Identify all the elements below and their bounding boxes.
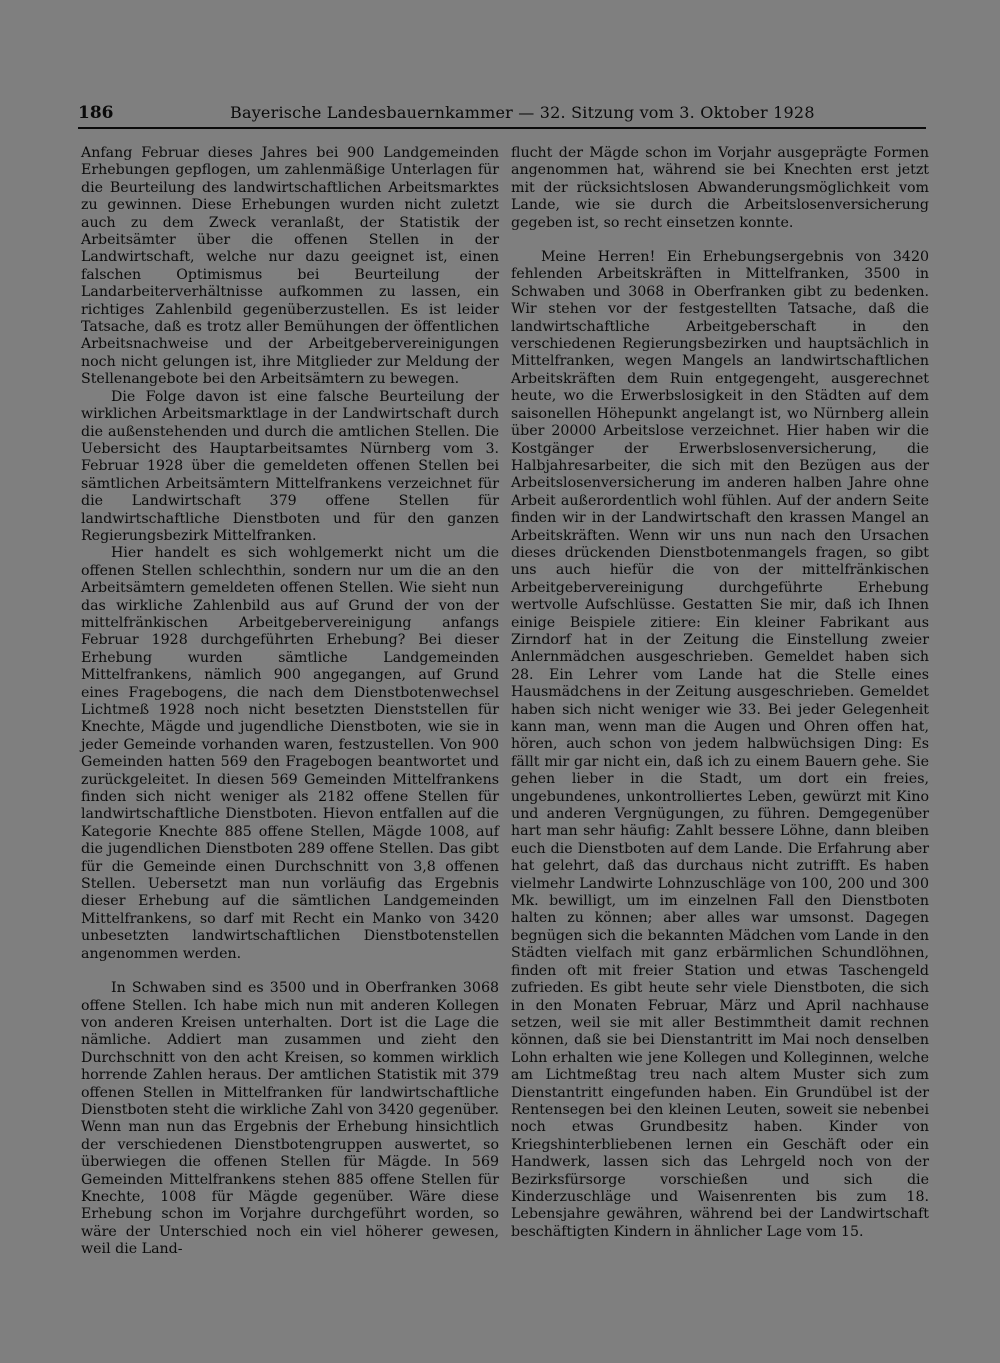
right-paragraph-1: flucht der Mägde schon im Vorjahr ausgeprägte Formen angenommen hat, während sie bei Knechten erst jetzt mit der rücksichtslosen Abwanderungsmöglichkeit vom Lande, wie sie durch die Arbeitslosenversicherung gegeben ist, so recht einsetzen konnte.	[511, 145, 929, 231]
left-paragraph-2: Die Folge davon ist eine falsche Beurteilung der wirklichen Arbeitsmarktlage in der Landwirtschaft durch die außenstehenden und durch die amtlichen Stellen. Die Uebersicht des Hauptarbeitsamtes Nürnberg vom 3. Februar 1928 über die gemeldeten offenen Stellen bei sämtlichen Arbeitsämtern Mittelfrankens verzeichnet für die Landwirtschaft 379 offene Stellen für landwirtschaftliche Dienstboten und für den ganzen Regierungsbezirk Mittelfranken.	[81, 388, 499, 544]
running-title: Bayerische Landesbauernkammer — 32. Sitzung vom 3. Oktober 1928	[230, 103, 815, 122]
page-number: 186	[78, 103, 114, 123]
left-paragraph-4: In Schwaben sind es 3500 und in Oberfranken 3068 offene Stellen. Ich habe mich nun mit anderen Kollegen von anderen Kreisen unterhalten. Dort ist die Lage die nämliche. Addiert man zusammen und zieht den Durchschnitt von den acht Kreisen, so kommen wirklich horrende Zahlen heraus. Der amtlichen Statistik mit 379 offenen Stellen in Mittelfranken für landwirtschaftliche Dienstboten steht die wirkliche Zahl von 3420 gegenüber. Wenn man nun das Ergebnis der Erhebung hinsichtlich der verschiedenen Dienstbotengruppen auswertet, so überwiegen die offenen Stellen für Mägde. In 569 Gemeinden Mittelfrankens stehen 885 offene Stellen für Knechte, 1008 für Mägde gegenüber. Wäre diese Erhebung schon im Vorjahre durchgeführt worden, so wäre der Unterschied noch ein viel höherer gewesen, weil die Land-	[81, 980, 499, 1258]
right-paragraph-2: Meine Herren! Ein Erhebungsergebnis von 3420 fehlenden Arbeitskräften in Mittelfranken, 3500 in Schwaben und 3068 in Oberfranken gibt zu bedenken. Wir stehen vor der festgestellten Tatsache, daß die landwirtschaftliche Arbeitgeberschaft in den verschiedenen Regierungsbezirken und hauptsächlich in Mittelfranken, wegen Mangels an landwirtschaftlichen Arbeitskräften dem Ruin entgegengeht, ausgerechnet heute, wo die Erwerbslosigkeit in den Städten auf dem saisonellen Höhepunkt angelangt ist, wo Nürnberg allein über 20000 Arbeitslose verzeichnet. Hier haben wir die Kostgänger der Erwerbslosenversicherung, die Halbjahresarbeiter, die sich mit den Bezügen aus der Arbeitslosenversicherung im anderen halben Jahre ohne Arbeit außerordentlich wohl fühlen. Auf der andern Seite finden wir in der Landwirtschaft den krassen Mangel an Arbeitskräften. Wenn wir uns nun nach den Ursachen dieses drückenden Dienstbotenmangels fragen, so gibt uns auch hiefür die von der mittelfränkischen Arbeitgebervereinigung durchgeführte Erhebung wertvolle Aufschlüsse. Gestatten Sie mir, daß ich Ihnen einige Beispiele zitiere: Ein kleiner Fabrikant aus Zirndorf hat in der Zeitung die Einstellung zweier Anlernmädchen ausgeschrieben. Gemeldet haben sich 28. Ein Lehrer vom Lande hat die Stelle eines Hausmädchens in der Zeitung ausgeschrieben. Gemeldet haben sich nicht weniger wie 33. Bei jeder Gelegenheit kann man, wenn man die Augen und Ohren offen hat, hören, auch schon von jedem halbwüchsigen Ding: Es fällt mir gar nicht ein, daß ich zu einem Bauern gehe. Sie gehen lieber in die Stadt, um dort ein freies, ungebundenes, unkontrolliertes Leben, gewürzt mit Kino und anderen Vergnügungen, zu führen. Demgegenüber hart man sehr häufig: Zahlt bessere Löhne, dann bleiben euch die Dienstboten auf dem Lande. Die Erfahrung aber hat gelehrt, daß das durchaus nicht zutrifft. Es haben vielmehr Landwirte Lohnzuschläge von 100, 200 und 300 Mk. bewilligt, um im einzelnen Fall den Dienstboten halten zu können; aber alles war umsonst. Dagegen begnügen sich die bekannten Mädchen vom Lande in den Städten vielfach mit ganz erbärmlichen Schundlöhnen, finden oft mit freier Station und etwas Taschengeld zufrieden. Es gibt heute sehr viele Dienstboten, die sich in den Monaten Februar, März und April nachhause setzen, weil sie mit aller Bestimmtheit damit rechnen können, daß sie bei Dienstantritt im Mai noch denselben Lohn erhalten wie jene Kollegen und Kolleginnen, welche am Lichtmeßtag treu nach altem Muster sich zum Dienstantritt eingefunden haben. Ein Grundübel ist der Rentensegen bei den kleinen Leuten, soweit sie nebenbei noch etwas Grundbesitz haben. Kinder von Kriegshinterbliebenen lernen ein Geschäft oder ein Handwerk, lassen sich das Lehrgeld noch von der Bezirksfürsorge vorschießen und sich die Kinderzuschläge und Waisenrenten bis zum 18. Lebensjahre gewähren, während bei der Landwirtschaft beschäftigten Kindern in ähnlicher Lage vom 15.	[511, 249, 929, 1240]
header-rule	[78, 127, 926, 129]
left-column	[81, 145, 499, 1259]
left-paragraph-3: Hier handelt es sich wohlgemerkt nicht um die offenen Stellen schlechthin, sondern nur um die an den Arbeitsämtern gemeldeten offenen Stellen. Wie sieht nun das wirkliche Zahlenbild aus auf Grund der von der mittelfränkischen Arbeitgebervereinigung anfangs Februar 1928 durchgeführten Erhebung? Bei dieser Erhebung wurden sämtliche Landgemeinden Mittelfrankens, nämlich 900 angegangen, auf Grund eines Fragebogens, die nach dem Dienstbotenwechsel Lichtmeß 1928 noch nicht besetzten Dienststellen für Knechte, Mägde und jugendliche Dienstboten, wie sie in jeder Gemeinde vorhanden waren, festzustellen. Von 900 Gemeinden hatten 569 den Fragebogen beantwortet und zurückgeleitet. In diesen 569 Gemeinden Mittelfrankens finden sich nicht weniger als 2182 offene Stellen für landwirtschaftliche Dienstboten. Hievon entfallen auf die Kategorie Knechte 885 offene Stellen, Mägde 1008, auf die jugendlichen Dienstboten 289 offene Stellen. Das gibt für die Gemeinde einen Durchschnitt von 3,8 offenen Stellen. Uebersetzt man nun vorläufig das Ergebnis dieser Erhebung auf die sämtlichen Landgemeinden Mittelfrankens, so darf mit Recht ein Manko von 3420 unbesetzten landwirtschaftlichen Dienstbotenstellen angenommen werden.	[81, 545, 499, 962]
left-paragraph-1: Anfang Februar dieses Jahres bei 900 Landgemeinden Erhebungen gepflogen, um zahlenmäßige Unterlagen für die Beurteilung des landwirtschaftlichen Arbeitsmarktes zu gewinnen. Diese Erhebungen wurden nicht zuletzt auch zu dem Zweck veranlaßt, der Statistik der Arbeitsämter über die offenen Stellen in der Landwirtschaft, welche nur dazu geeignet ist, einen falschen Optimismus bei Beurteilung der Landarbeiterverhältnisse aufkommen zu lassen, ein richtiges Zahlenbild gegenüberzustellen. Es ist leider Tatsache, daß es trotz aller Bemühungen der öffentlichen Arbeitsnachweise und der Arbeitgebervereinigungen noch nicht gelungen ist, ihre Mitglieder zur Meldung der Stellenangebote bei den Arbeitsämtern zu bewegen.	[81, 145, 499, 388]
right-column	[511, 145, 929, 1241]
page-header	[78, 102, 928, 128]
